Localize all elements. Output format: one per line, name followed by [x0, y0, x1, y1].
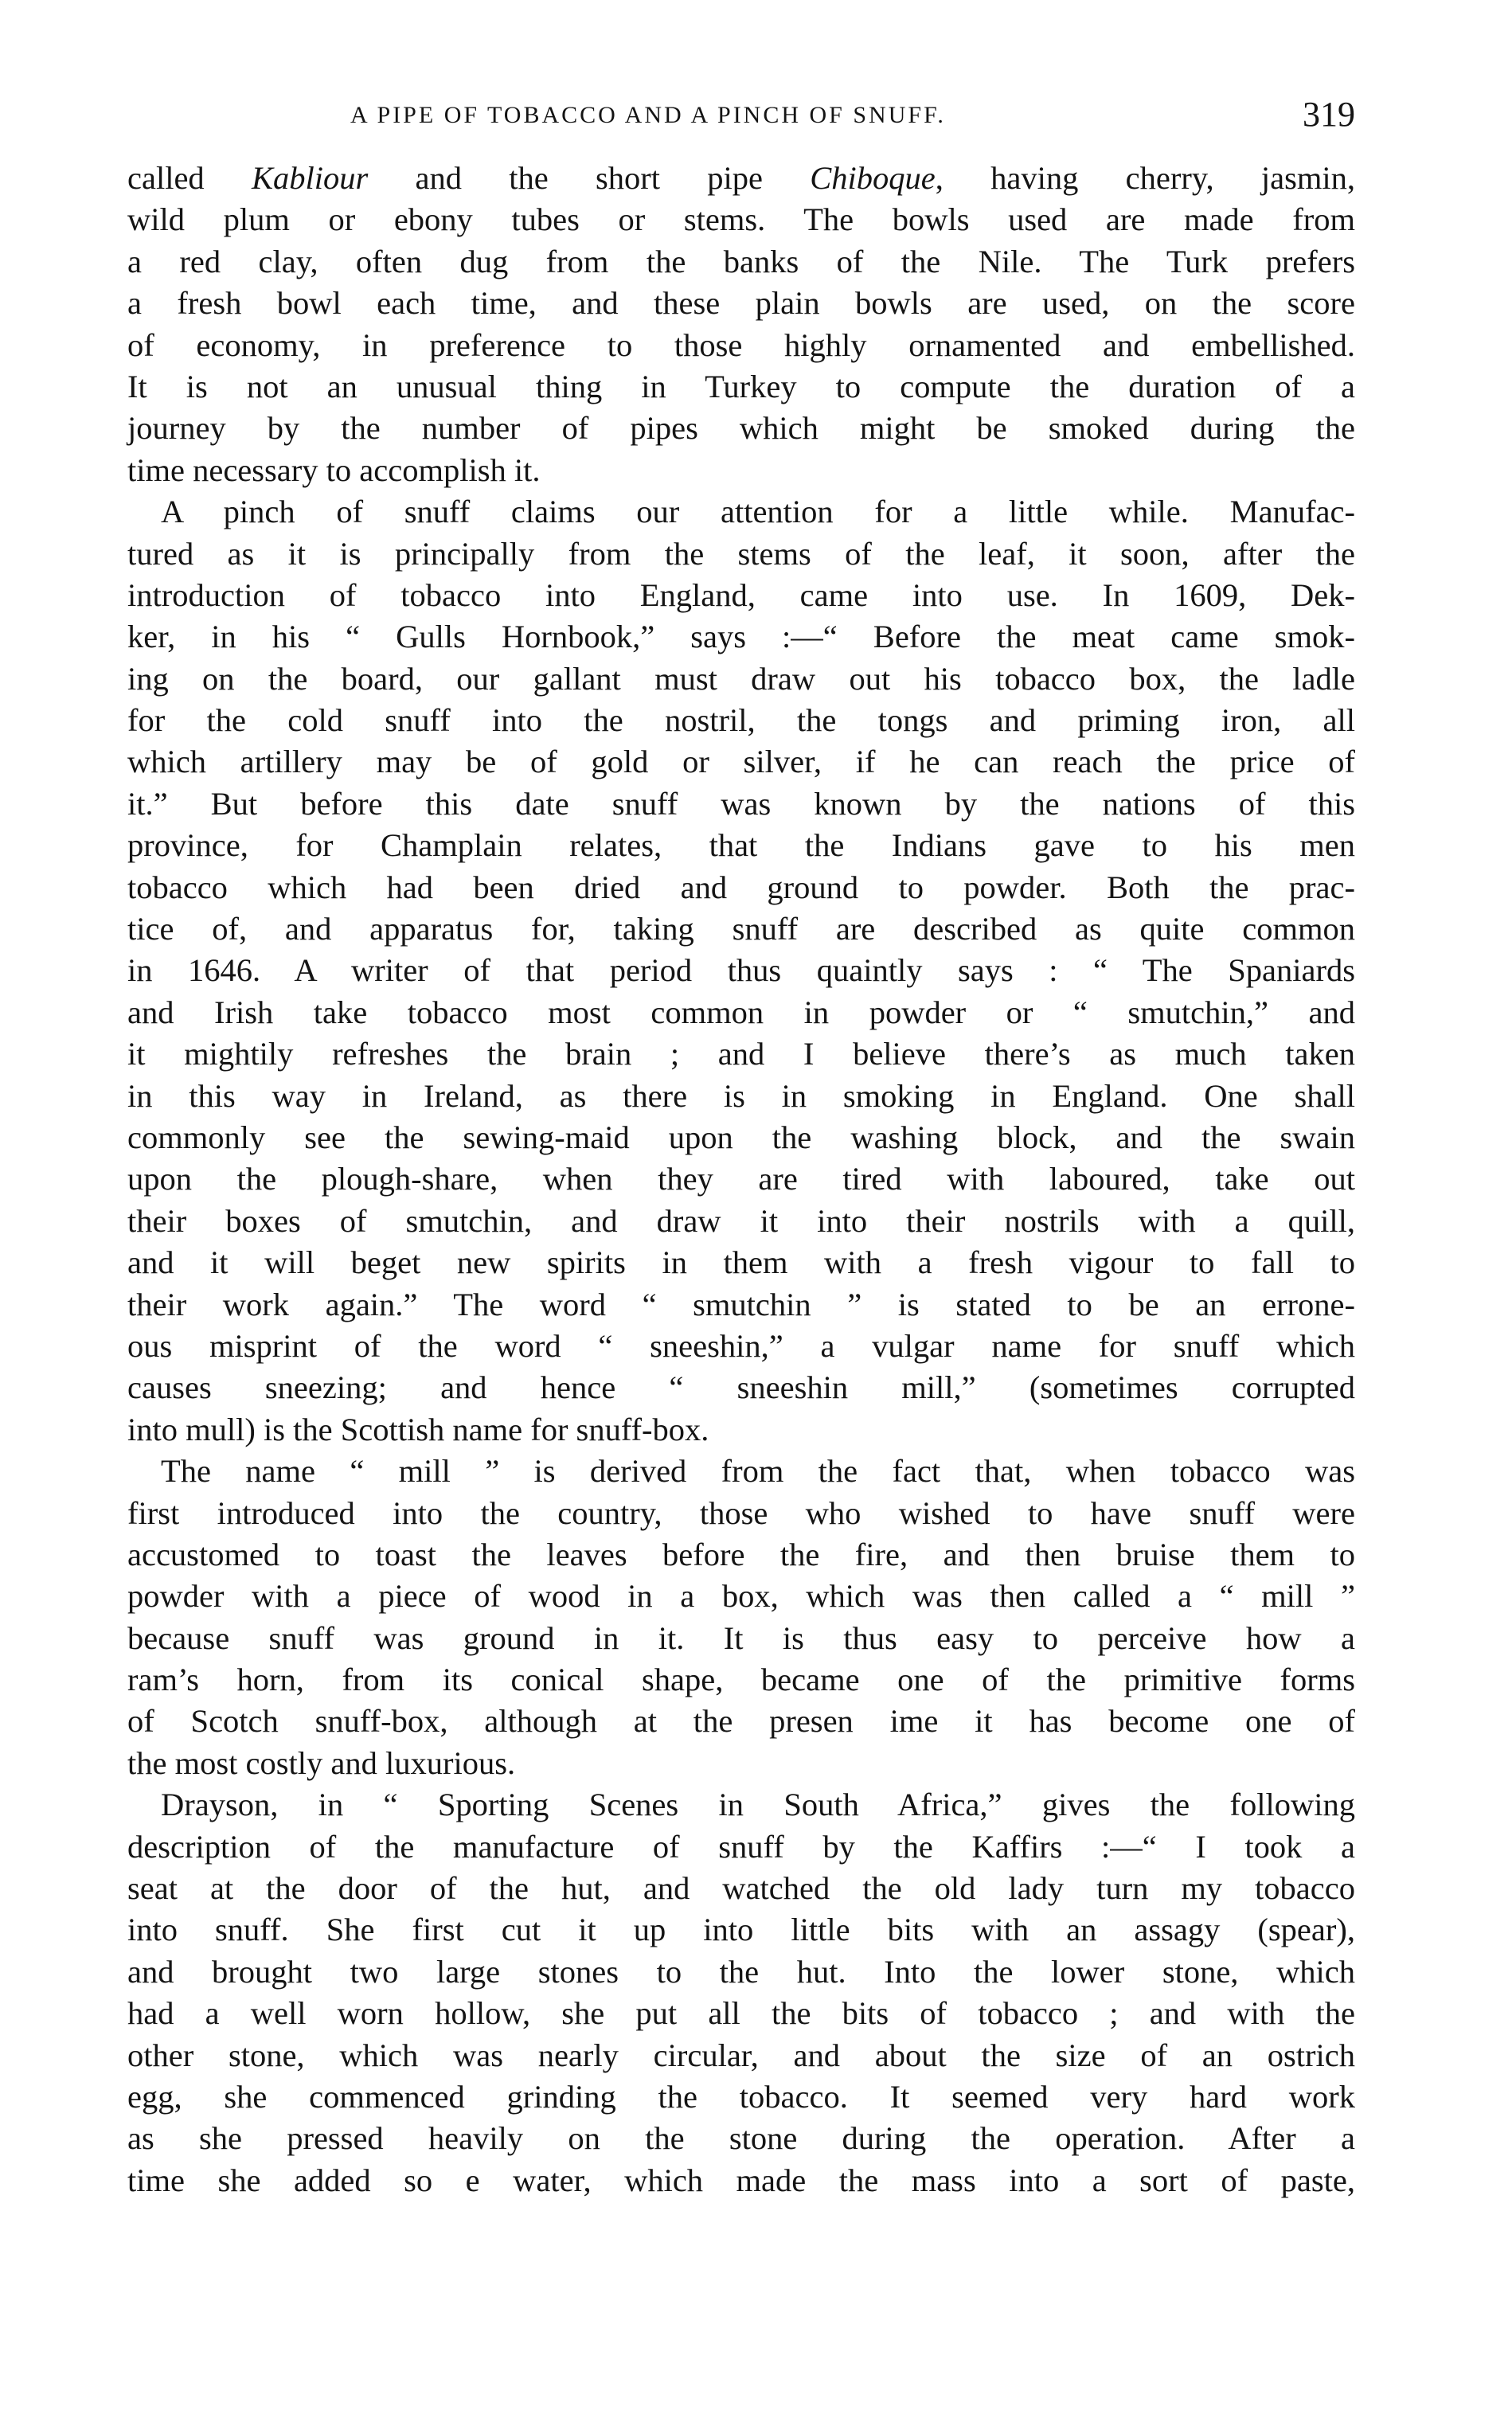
- text-line: introduction of tobacco into England, came into use. In 1609, Dek-: [127, 576, 1355, 613]
- text-line: tice of, and apparatus for, taking snuff are described as quite common: [127, 911, 1355, 947]
- text-line: because snuff was ground in it. It is thus easy to perceive how a: [127, 1619, 1355, 1656]
- text-line: it.” But before this date snuff was known by the nations of this: [127, 785, 1355, 822]
- text-line: The name “ mill ” is derived from the fact that, when tobacco was: [161, 1453, 1355, 1490]
- text-line: their boxes of smutchin, and draw it into their nostrils with a quill,: [127, 1202, 1355, 1239]
- text-line: time she added so e water, which made the mass into a sort of paste,: [127, 2162, 1355, 2198]
- text-line: which artillery may be of gold or silver, if he can reach the price of: [127, 744, 1355, 780]
- text-line: It is not an unusual thing in Turkey to compute the duration of a: [127, 368, 1355, 404]
- text-line: time necessary to accomplish it.: [127, 451, 541, 488]
- text-line: and Irish take tobacco most common in powder or “ smutchin,” and: [127, 994, 1355, 1030]
- text-line: ker, in his “ Gulls Hornbook,” says :—“ Before the meat came smok-: [127, 619, 1355, 655]
- text-line: first introduced into the country, those who wished to have snuff were: [127, 1494, 1355, 1531]
- text-line: had a well worn hollow, she put all the bits of tobacco ; and with the: [127, 1995, 1355, 2032]
- text-line: description of the manufacture of snuff by the Kaffirs :—“ I took a: [127, 1828, 1355, 1865]
- text-line: powder with a piece of wood in a box, which was then called a “ mill ”: [127, 1578, 1355, 1615]
- text-line: it mightily refreshes the brain ; and I believe there’s as much taken: [127, 1036, 1355, 1072]
- text-line: ous misprint of the word “ sneeshin,” a vulgar name for snuff which: [127, 1327, 1355, 1364]
- text-line: and brought two large stones to the hut. Into the lower stone, which: [127, 1953, 1355, 1990]
- text-line: upon the plough-share, when they are tired with laboured, take out: [127, 1161, 1355, 1197]
- text-line: egg, she commenced grinding the tobacco. It seemed very hard work: [127, 2078, 1355, 2115]
- book-page: [127, 94, 1355, 2201]
- text-line: causes sneezing; and hence “ sneeshin mill,” (sometimes corrupted: [127, 1369, 1355, 1406]
- running-head: [127, 94, 1355, 158]
- text-line: other stone, which was nearly circular, and about the size of an ostrich: [127, 2037, 1355, 2073]
- text-line: in 1646. A writer of that period thus quaintly says : “ The Spaniards: [127, 952, 1355, 989]
- body-text: [127, 158, 1355, 2201]
- text-line: wild plum or ebony tubes or stems. The bowls used are made from: [127, 201, 1355, 238]
- text-line: journey by the number of pipes which might be smoked during the: [127, 410, 1355, 447]
- text-line: seat at the door of the hut, and watched the old lady turn my tobacco: [127, 1870, 1355, 1907]
- text-line: a fresh bowl each time, and these plain bowls are used, on the score: [127, 285, 1355, 322]
- text-line: province, for Champlain relates, that the Indians gave to his men: [127, 827, 1355, 864]
- text-line: tobacco which had been dried and ground to powder. Both the prac-: [127, 869, 1355, 905]
- text-line: A pinch of snuff claims our attention for a little while. Manufac-: [161, 494, 1355, 530]
- text-line: into snuff. She first cut it up into little bits with an assagy (spear),: [127, 1912, 1355, 1948]
- text-line: Drayson, in “ Sporting Scenes in South Africa,” gives the following: [161, 1787, 1355, 1823]
- text-line: ram’s horn, from its conical shape, became one of the primitive forms: [127, 1662, 1355, 1698]
- page-number: 319: [1303, 95, 1355, 134]
- text-line: called Kabliour and the short pipe Chiboque, having cherry, jasmin,: [127, 160, 1355, 196]
- text-line: as she pressed heavily on the stone during the operation. After a: [127, 2120, 1355, 2157]
- text-line: for the cold snuff into the nostril, the tongs and priming iron, all: [127, 702, 1355, 739]
- text-line: into mull) is the Scottish name for snuff-box.: [127, 1411, 709, 1447]
- text-line: and it will beget new spirits in them with a fresh vigour to fall to: [127, 1244, 1355, 1281]
- text-line: ing on the board, our gallant must draw out his tobacco box, the ladle: [127, 660, 1355, 697]
- text-line: a red clay, often dug from the banks of the Nile. The Turk prefers: [127, 243, 1355, 279]
- text-line: of Scotch snuff-box, although at the presen ime it has become one of: [127, 1703, 1355, 1740]
- text-line: tured as it is principally from the stems of the leaf, it soon, after the: [127, 535, 1355, 572]
- running-title: A PIPE OF TOBACCO AND A PINCH OF SNUFF.: [350, 102, 946, 128]
- text-line: accustomed to toast the leaves before the fire, and then bruise them to: [127, 1536, 1355, 1572]
- text-line: their work again.” The word “ smutchin ” is stated to be an errone-: [127, 1286, 1355, 1322]
- text-line: of economy, in preference to those highly ornamented and embellished.: [127, 326, 1355, 363]
- text-line: commonly see the sewing-maid upon the washing block, and the swain: [127, 1119, 1355, 1155]
- text-line: the most costly and luxurious.: [127, 1744, 516, 1781]
- text-line: in this way in Ireland, as there is in smoking in England. One shall: [127, 1077, 1355, 1114]
